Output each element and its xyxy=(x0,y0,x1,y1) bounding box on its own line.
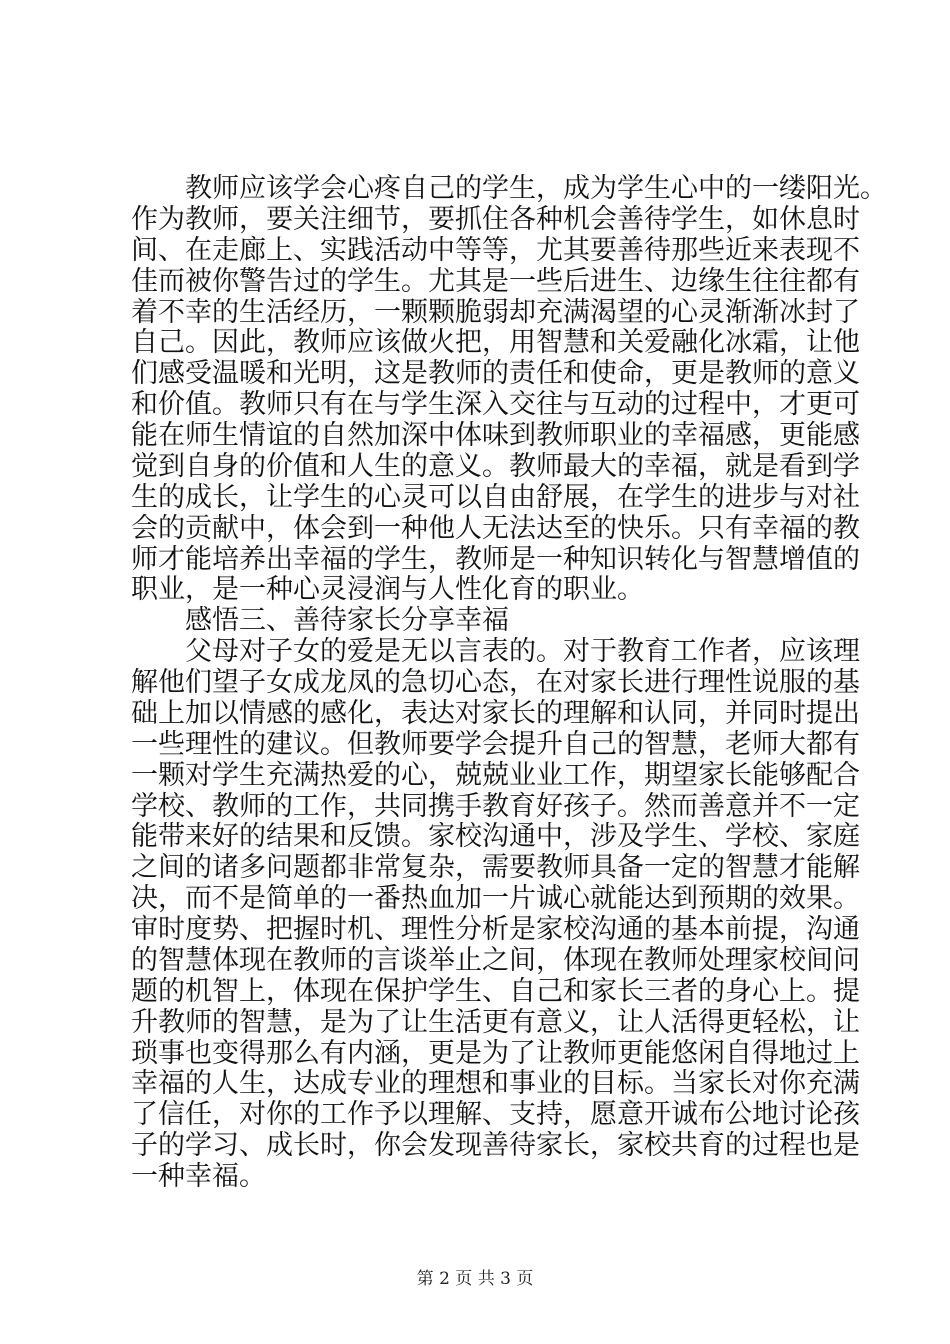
paragraph-1-line: 们感受温暖和光明，这是教师的责任和使命，更是教师的意义 xyxy=(131,358,860,389)
paragraph-2-line: 了信任，对你的工作予以理解、支持，愿意开诚布公地讨论孩 xyxy=(131,1099,860,1130)
paragraph-2-line: 一种幸福。 xyxy=(131,1161,266,1192)
paragraph-2-line: 之间的诸多问题都非常复杂，需要教师具备一定的智慧才能解 xyxy=(131,852,860,883)
paragraph-1-line: 觉到自身的价值和人生的意义。教师最大的幸福，就是看到学 xyxy=(131,451,860,482)
paragraph-1-line: 自己。因此，教师应该做火把，用智慧和关爱融化冰霜，让他 xyxy=(131,327,860,358)
paragraph-2-line: 能带来好的结果和反馈。家校沟通中，涉及学生、学校、家庭 xyxy=(131,821,860,852)
paragraph-2-line: 题的机智上，体现在保护学生、自己和家长三者的身心上。提 xyxy=(131,976,860,1007)
paragraph-2-line: 的智慧体现在教师的言谈举止之间，体现在教师处理家校间问 xyxy=(131,945,860,976)
paragraph-1-line: 生的成长，让学生的心灵可以自由舒展，在学生的进步与对社 xyxy=(131,482,860,513)
paragraph-1-line: 教师应该学会心疼自己的学生，成为学生心中的一缕阳光。 xyxy=(185,173,887,204)
paragraph-1-line: 着不幸的生活经历，一颗颗脆弱却充满渴望的心灵渐渐冰封了 xyxy=(131,297,860,328)
section-heading: 感悟三、善待家长分享幸福 xyxy=(185,605,509,636)
paragraph-2-line: 父母对子女的爱是无以言表的。对于教育工作者，应该理 xyxy=(185,636,860,667)
paragraph-1-line: 作为教师，要关注细节，要抓住各种机会善待学生，如休息时 xyxy=(131,204,860,235)
paragraph-2-line: 审时度势、把握时机、理性分析是家校沟通的基本前提，沟通 xyxy=(131,914,860,945)
paragraph-1-line: 和价值。教师只有在与学生深入交往与互动的过程中，才更可 xyxy=(131,389,860,420)
paragraph-1-line: 会的贡献中，体会到一种他人无法达至的快乐。只有幸福的教 xyxy=(131,513,860,544)
paragraph-1-line: 佳而被你警告过的学生。尤其是一些后进生、边缘生往往都有 xyxy=(131,266,860,297)
paragraph-2-line: 学校、教师的工作，共同携手教育好孩子。然而善意并不一定 xyxy=(131,791,860,822)
paragraph-1-line: 师才能培养出幸福的学生，教师是一种知识转化与智慧增值的 xyxy=(131,544,860,575)
paragraph-2-line: 决，而不是简单的一番热血加一片诚心就能达到预期的效果。 xyxy=(131,883,860,914)
paragraph-2-line: 子的学习、成长时，你会发现善待家长，家校共育的过程也是 xyxy=(131,1130,860,1161)
paragraph-2-line: 一颗对学生充满热爱的心，兢兢业业工作，期望家长能够配合 xyxy=(131,760,860,791)
paragraph-2-line: 础上加以情感的感化，表达对家长的理解和认同，并同时提出 xyxy=(131,698,860,729)
paragraph-2-line: 琐事也变得那么有内涵，更是为了让教师更能悠闲自得地过上 xyxy=(131,1038,860,1069)
page-number-footer: 第 2 页 共 3 页 xyxy=(416,1269,534,1289)
paragraph-2-line: 幸福的人生，达成专业的理想和事业的目标。当家长对你充满 xyxy=(131,1068,860,1099)
paragraph-2-line: 升教师的智慧，是为了让生活更有意义，让人活得更轻松，让 xyxy=(131,1007,860,1038)
paragraph-2-line: 解他们望子女成龙凤的急切心态，在对家长进行理性说服的基 xyxy=(131,667,860,698)
paragraph-1-line: 间、在走廊上、实践活动中等等，尤其要善待那些近来表现不 xyxy=(131,235,860,266)
paragraph-1-line: 能在师生情谊的自然加深中体味到教师职业的幸福感，更能感 xyxy=(131,420,860,451)
paragraph-2-line: 一些理性的建议。但教师要学会提升自己的智慧，老师大都有 xyxy=(131,729,860,760)
paragraph-1-line: 职业，是一种心灵浸润与人性化育的职业。 xyxy=(131,574,644,605)
